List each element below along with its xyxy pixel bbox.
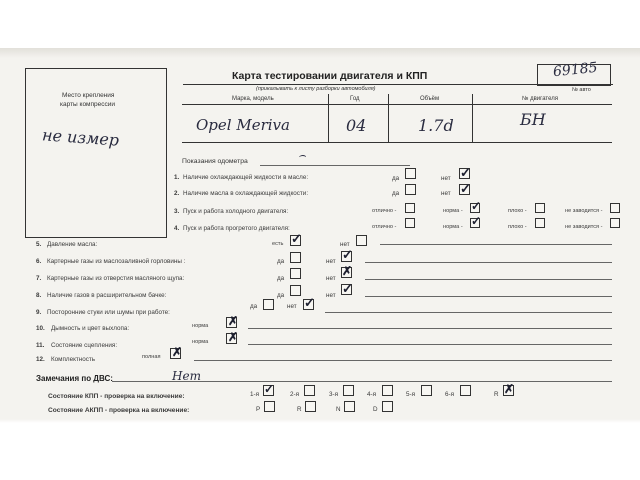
row5-opt-yes: есть [272, 241, 284, 247]
row1-yes-checkbox[interactable] [405, 168, 416, 179]
row7-no-check-mark: ✗ [342, 264, 353, 278]
row10-label: Дымность и цвет выхлопа: [51, 325, 130, 332]
row2-opt-yes: да [392, 190, 400, 197]
row8-num: 8. [36, 292, 42, 299]
gear-3-label: 3-я [329, 391, 339, 398]
row6-opt-no: нет [326, 258, 336, 265]
row12-full-check-mark: ✗ [172, 345, 183, 359]
odometer-line [260, 165, 410, 166]
row3-nostart-checkbox[interactable] [610, 203, 620, 213]
vehicle-engine: БН [520, 110, 546, 129]
compression-caption-2: карты компрессии [60, 101, 116, 108]
vehicle-table-divider-2 [388, 94, 389, 142]
gear-2-label: 2-я [290, 391, 300, 398]
row6-line [365, 262, 612, 263]
row4-num: 4. [174, 225, 180, 232]
compression-handwritten: не измер [41, 125, 120, 150]
row3-bad-checkbox[interactable] [535, 203, 545, 213]
remarks-line [112, 381, 612, 382]
vehicle-table-divider-1 [328, 94, 329, 142]
row3-excellent-checkbox[interactable] [405, 203, 415, 213]
row2-yes-checkbox[interactable] [405, 184, 416, 195]
row7-opt-yes: да [277, 275, 285, 282]
auto-number-value: 69185 [552, 59, 599, 81]
row1-no-check-mark: ✓ [460, 165, 471, 180]
row11-normal-check-mark: ✗ [228, 330, 239, 344]
row8-opt-no: нет [326, 292, 336, 299]
row8-line [365, 296, 612, 297]
row1-num: 1. [174, 174, 180, 181]
col-engine: № двигателя [522, 96, 558, 102]
row4-nostart-checkbox[interactable] [610, 218, 620, 228]
row9-line [325, 312, 612, 313]
row6-opt-yes: да [277, 258, 285, 265]
row2-no-check-mark: ✓ [460, 181, 471, 196]
akpp-p-label: P [256, 406, 261, 413]
row8-yes-checkbox[interactable] [290, 285, 301, 296]
row3-label: Пуск и работа холодного двигателя: [183, 208, 289, 215]
row11-line [248, 344, 612, 345]
sheet-shadow [0, 48, 640, 58]
row5-yes-check-mark: ✓ [291, 231, 302, 246]
row5-no-checkbox[interactable] [356, 235, 367, 246]
gear-6-checkbox[interactable] [460, 385, 471, 396]
row2-label: Наличие масла в охлаждающей жидкости: [183, 190, 309, 197]
gear-2-checkbox[interactable] [304, 385, 315, 396]
akpp-r-label: R [297, 406, 302, 413]
vehicle-table-divider-3 [472, 94, 473, 142]
akpp-d-checkbox[interactable] [382, 401, 393, 412]
gear-4-checkbox[interactable] [382, 385, 393, 396]
row11-num: 11. [36, 342, 45, 349]
row7-opt-no: нет [326, 275, 336, 282]
compression-caption-1: Место крепления [62, 92, 115, 99]
row4-opt-nostart: не заводится - [565, 224, 603, 230]
row10-opt-normal: норма [192, 323, 209, 329]
row2-opt-no: нет [441, 190, 451, 197]
row7-label: Картерные газы из отверстия масляного щупа: [47, 275, 185, 282]
remarks-label: Замечания по ДВС: [36, 374, 113, 383]
row3-normal-check-mark: ✓ [471, 199, 482, 213]
akpp-n-checkbox[interactable] [344, 401, 355, 412]
gear-r-label: R [494, 391, 499, 398]
row12-num: 12. [36, 356, 45, 363]
row5-num: 5. [36, 241, 42, 248]
row3-opt-excellent: отлично - [372, 208, 397, 214]
odometer-label: Показания одометра [182, 158, 248, 165]
row3-opt-bad: плохо - [508, 208, 527, 214]
kpp-auto-label: Состояние АКПП - проверка на включение: [48, 407, 190, 414]
row8-label: Наличие газов в расширительном бачке: [47, 292, 167, 299]
row10-line [248, 328, 612, 329]
row11-label: Состояние сцепления: [51, 342, 118, 349]
gear-1-check-mark: ✓ [264, 382, 275, 396]
akpp-d-label: D [373, 406, 378, 413]
odometer-mark: ⌢ [298, 148, 306, 162]
auto-number-label: № авто [572, 87, 591, 93]
row6-num: 6. [36, 258, 42, 265]
row5-opt-no: нет [340, 241, 350, 248]
col-make: Марка, модель [232, 96, 274, 102]
form-subtitle: (прикалывать к листу разборки автомобиля) [256, 86, 376, 92]
row12-opt-full: полная [142, 354, 161, 360]
row9-opt-no: нет [287, 303, 297, 310]
row6-label: Картерные газы из маслозаливной горловины : [47, 258, 186, 265]
gear-r-check-mark: ✗ [504, 382, 515, 396]
kpp-manual-label: Состояние КПП - проверка на включение: [48, 393, 185, 400]
row9-no-check-mark: ✓ [304, 295, 315, 310]
akpp-p-checkbox[interactable] [264, 401, 275, 412]
row8-opt-yes: да [277, 292, 285, 299]
col-year: Год [350, 96, 360, 102]
vehicle-header-line [182, 104, 612, 105]
sheet-bottom-edge [0, 419, 640, 423]
row10-normal-check-mark: ✗ [228, 314, 239, 328]
gear-6-label: 6-я [445, 391, 455, 398]
row3-num: 3. [174, 208, 180, 215]
row9-label: Посторонние стуки или шумы при работе: [47, 309, 170, 316]
gear-5-label: 5-я [406, 391, 416, 398]
row12-label: Комплектность [51, 356, 96, 363]
row8-no-check-mark: ✓ [342, 281, 353, 296]
row4-excellent-checkbox[interactable] [405, 218, 415, 228]
akpp-r-checkbox[interactable] [305, 401, 316, 412]
row9-opt-yes: да [250, 303, 258, 310]
row9-num: 9. [36, 309, 42, 316]
row4-bad-checkbox[interactable] [535, 218, 545, 228]
row1-label: Наличие охлаждающей жидкости в масле: [183, 174, 309, 181]
row7-yes-checkbox[interactable] [290, 268, 301, 279]
vehicle-volume: 1.7d [418, 116, 454, 135]
row3-opt-nostart: не заводится - [565, 208, 603, 214]
row2-num: 2. [174, 190, 180, 197]
akpp-n-label: N [336, 406, 341, 413]
row4-opt-bad: плохо - [508, 224, 527, 230]
row3-opt-normal: норма - [443, 208, 463, 214]
row1-opt-yes: да [392, 175, 400, 182]
row4-opt-normal: норма - [443, 224, 463, 230]
row9-yes-checkbox[interactable] [263, 299, 274, 310]
gear-1-label: 1-я [250, 391, 260, 398]
row7-line [365, 279, 612, 280]
row5-line [380, 244, 612, 245]
row12-line [194, 360, 612, 361]
gear-3-checkbox[interactable] [343, 385, 354, 396]
row11-opt-normal: норма [192, 339, 209, 345]
row1-opt-no: нет [441, 175, 451, 182]
remarks-value: Нет [172, 369, 201, 383]
col-volume: Объём [420, 96, 440, 102]
row5-label: Давление масла: [47, 241, 98, 248]
vehicle-make: Opel Meriva [196, 116, 290, 134]
row10-num: 10. [36, 325, 45, 332]
row7-num: 7. [36, 275, 42, 282]
gear-5-checkbox[interactable] [421, 385, 432, 396]
form-title: Карта тестировании двигателя и КПП [232, 70, 428, 82]
row4-label: Пуск и работа прогретого двигателя: [183, 225, 290, 232]
row4-opt-excellent: отлично - [372, 224, 397, 230]
gear-4-label: 4-я [367, 391, 377, 398]
row4-normal-check-mark: ✓ [471, 214, 482, 228]
row6-no-check-mark: ✓ [342, 247, 353, 262]
vehicle-year: 04 [346, 116, 367, 135]
row6-yes-checkbox[interactable] [290, 252, 301, 263]
